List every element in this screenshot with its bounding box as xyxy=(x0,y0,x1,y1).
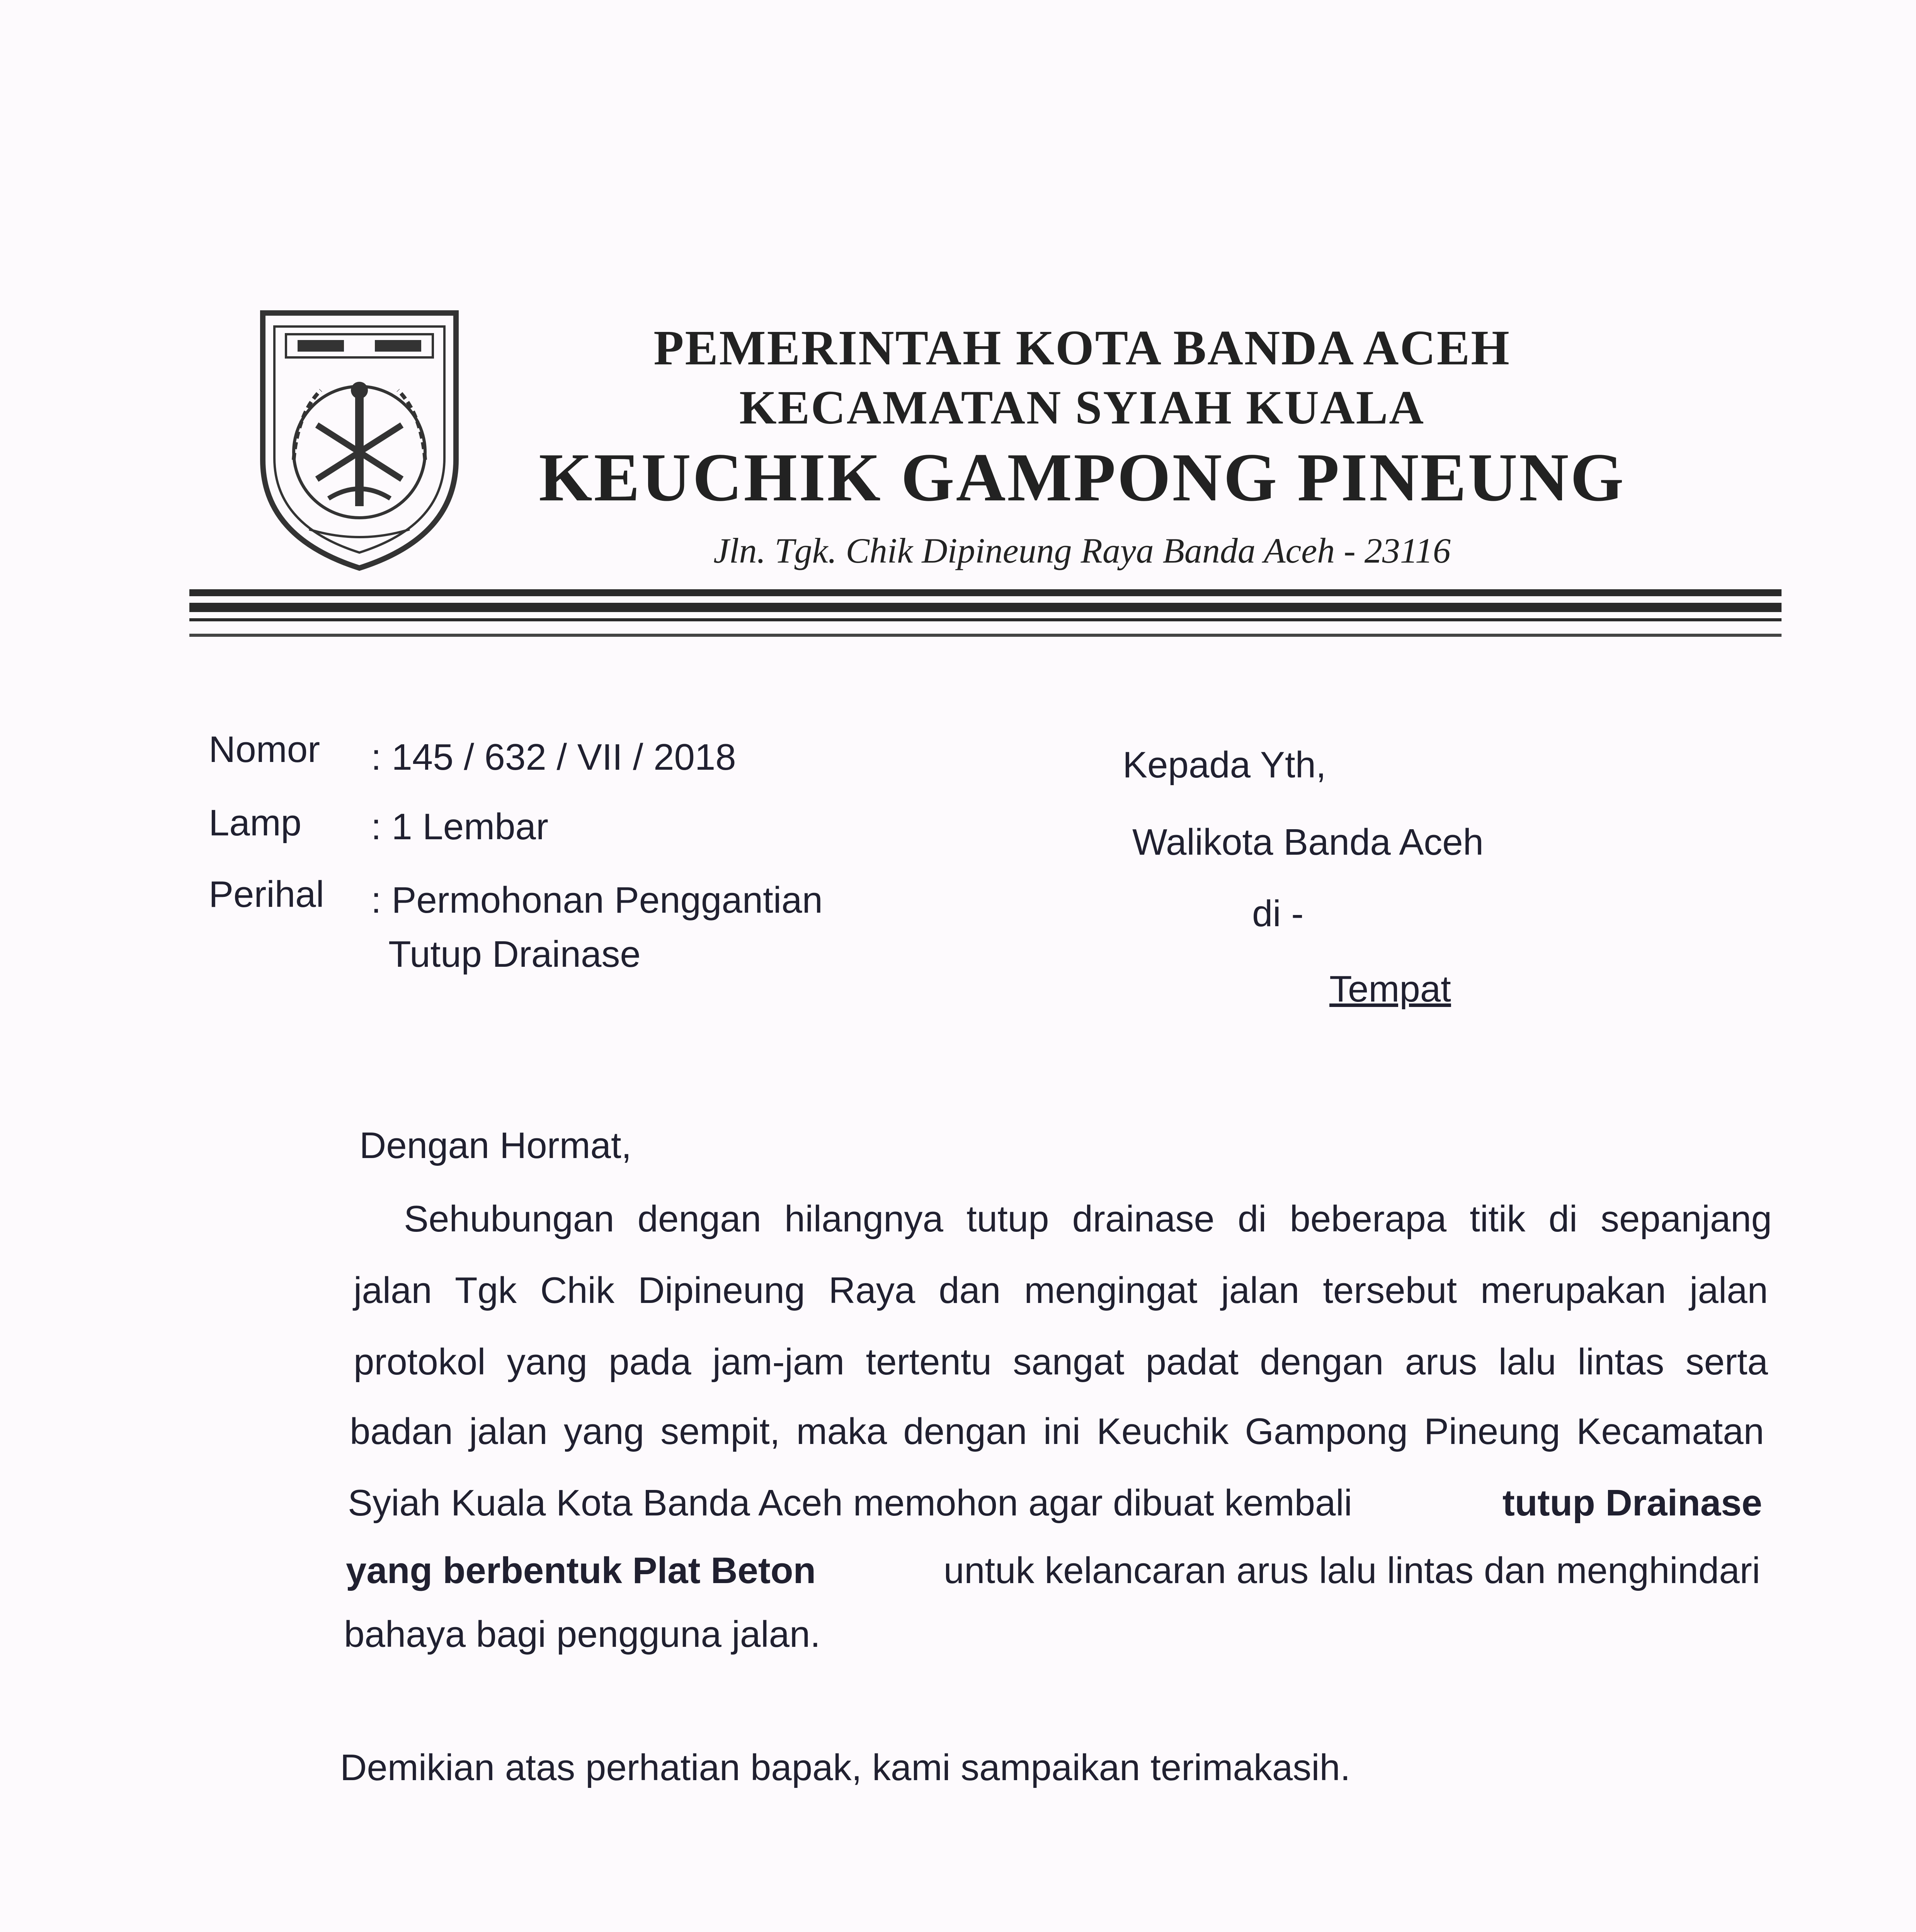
closing-sentence: Demikian atas perhatian bapak, kami sampaikan terimakasih. xyxy=(340,1747,1351,1788)
recipient-salutation: Kepada Yth, xyxy=(1123,744,1326,786)
letterhead-government: PEMERINTAH KOTA BANDA ACEH xyxy=(653,320,1511,375)
recipient-place: Tempat xyxy=(1329,968,1451,1010)
paragraph-line-5-text: Syiah Kuala Kota Banda Aceh memohon agar dibuat kembali xyxy=(348,1482,1353,1524)
lamp-value: : 1 Lembar xyxy=(371,806,548,847)
nomor-label: Nomor xyxy=(209,729,320,770)
perihal-value: : Permohonan Penggantian xyxy=(371,879,823,921)
paragraph-line-5-bold: tutup Drainase xyxy=(1502,1482,1762,1524)
paragraph-line-6-bold: yang berbentuk Plat Beton xyxy=(346,1550,816,1591)
paragraph-line-5 xyxy=(348,1480,1762,1526)
paragraph-line-6 xyxy=(346,1548,1760,1594)
letterhead-divider-thin-2 xyxy=(189,618,1782,621)
paragraph-line-2: jalan Tgk Chik Dipineung Raya dan mengingat jalan tersebut merupakan jalan xyxy=(354,1270,1768,1311)
letterhead-address: Jln. Tgk. Chik Dipineung Raya Banda Aceh - 23116 xyxy=(713,531,1451,570)
paragraph-line-7: bahaya bagi pengguna jalan. xyxy=(344,1614,821,1655)
paragraph-line-3: protokol yang pada jam-jam tertentu sangat padat dengan arus lalu lintas serta xyxy=(354,1341,1768,1383)
nomor-value: : 145 / 632 / VII / 2018 xyxy=(371,736,736,778)
letterhead-district: KECAMATAN SYIAH KUALA xyxy=(739,381,1425,434)
letterhead-divider-thin xyxy=(189,589,1782,596)
letterhead-office: KEUCHIK GAMPONG PINEUNG xyxy=(539,439,1625,515)
greeting: Dengan Hormat, xyxy=(359,1125,632,1166)
paragraph-line-4: badan jalan yang sempit, maka dengan ini Keuchik Gampong Pineung Kecamatan xyxy=(350,1411,1764,1452)
perihal-label: Perihal xyxy=(209,874,324,915)
letterhead-divider-thin-3 xyxy=(189,634,1782,637)
recipient-name: Walikota Banda Aceh xyxy=(1132,821,1484,863)
paragraph-line-1: Sehubungan dengan hilangnya tutup drainase di beberapa titik di sepanjang xyxy=(404,1198,1772,1240)
recipient-di: di - xyxy=(1252,893,1304,934)
perihal-value-cont: Tutup Drainase xyxy=(388,934,641,975)
letterhead-divider-thick xyxy=(189,603,1782,612)
paragraph-line-6-text: untuk kelancaran arus lalu lintas dan menghindari xyxy=(943,1550,1760,1591)
lamp-label: Lamp xyxy=(209,802,302,844)
coat-of-arms-logo xyxy=(251,298,468,576)
letterhead xyxy=(502,317,1662,580)
